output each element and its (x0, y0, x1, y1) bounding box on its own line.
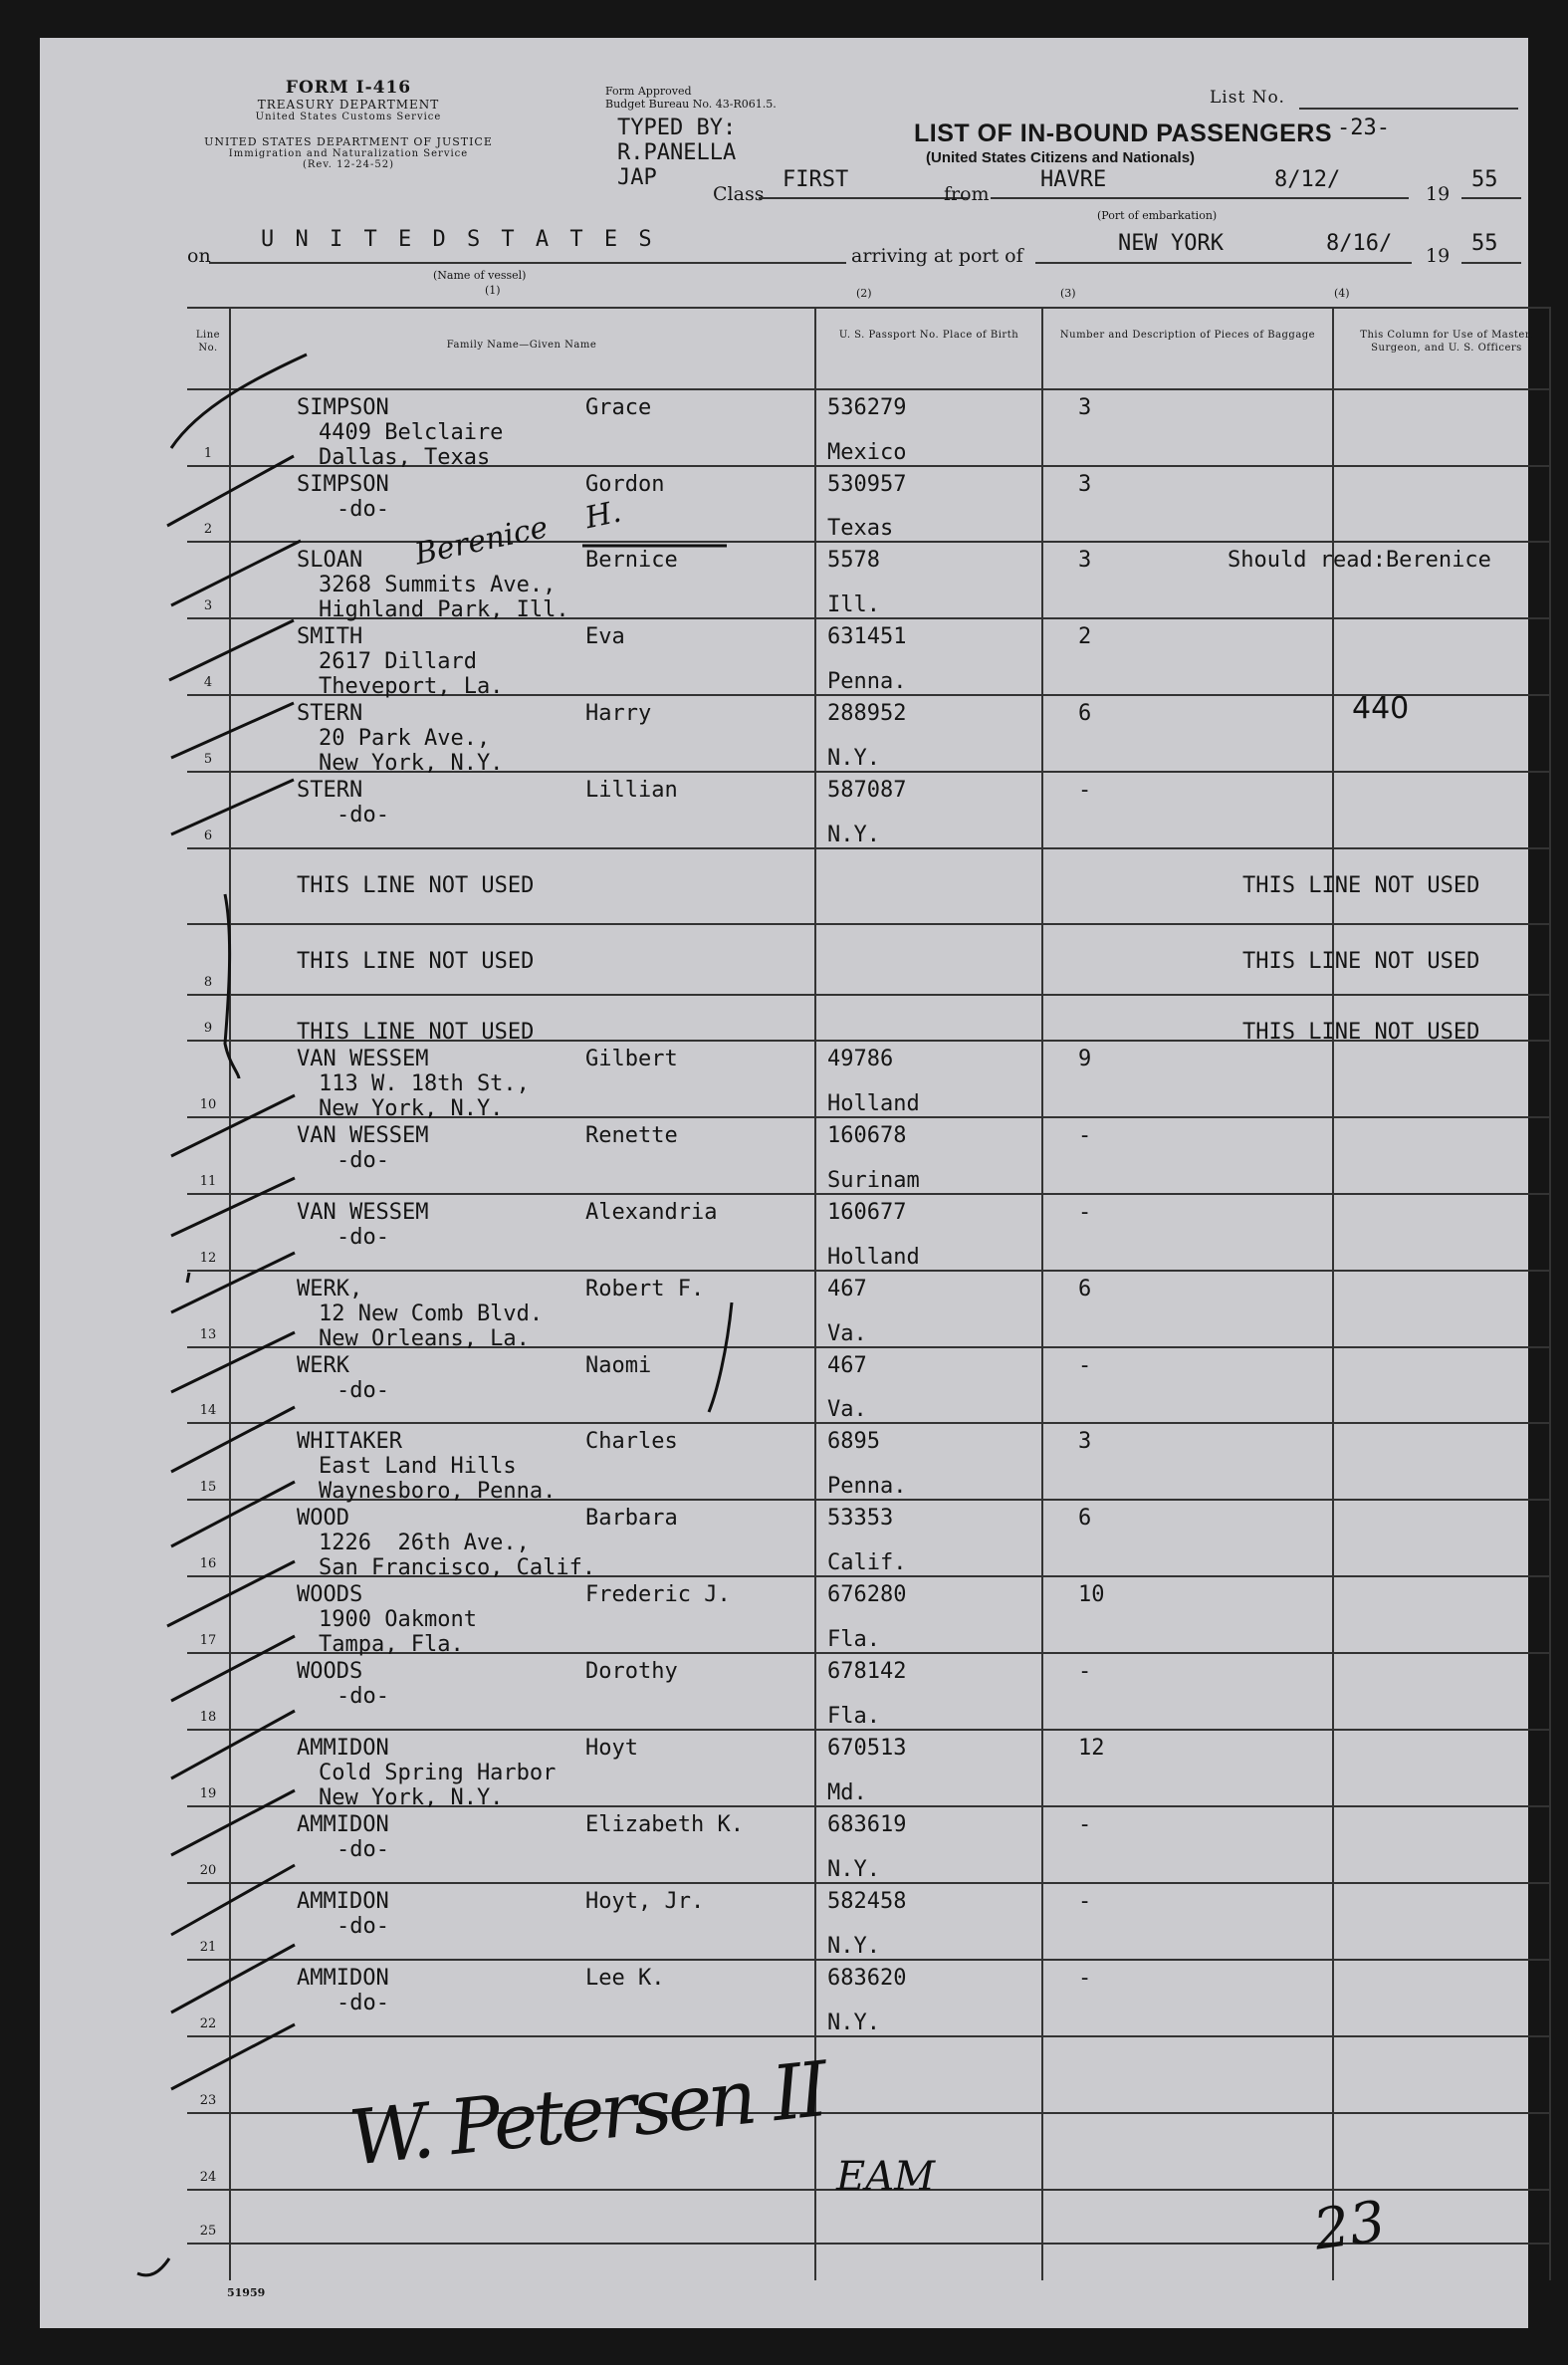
passport-number: 53353 (827, 1506, 894, 1531)
address-line-1: 113 W. 18th St., (319, 1071, 530, 1096)
line-number: 17 (199, 1633, 217, 1648)
officer-remark: Should read:Berenice (1228, 548, 1491, 573)
address-line-1: 4409 Belclaire (319, 420, 504, 445)
line-number: 2 (203, 522, 213, 537)
baggage-count: 6 (1078, 1506, 1092, 1531)
address-line-1: -do- (336, 497, 389, 522)
passport-number: 676280 (827, 1582, 907, 1607)
address-line-1: -do- (336, 803, 389, 828)
place-of-birth: N.Y. (827, 1857, 880, 1882)
family-name: VAN WESSEM (297, 1200, 429, 1225)
passport-number: 288952 (827, 701, 907, 726)
address-line-2: New York, N.Y. (319, 751, 504, 776)
line-number: 8 (203, 975, 213, 990)
given-name: Lee K. (585, 1966, 665, 1991)
class-value: FIRST (783, 167, 849, 192)
line-number: 12 (199, 1251, 217, 1266)
year-2: 55 (1471, 231, 1498, 256)
given-name: Dorothy (585, 1659, 678, 1684)
family-name: THIS LINE NOT USED (297, 1020, 535, 1045)
line-number: 4 (203, 675, 213, 690)
table-row (187, 1195, 1551, 1272)
given-name: Lillian (585, 778, 678, 803)
arriving-label: arriving at port of (851, 245, 1023, 267)
address-line-1: East Land Hills (319, 1454, 517, 1479)
address-line-2: Waynesboro, Penna. (319, 1479, 557, 1504)
baggage-count: 3 (1078, 1429, 1092, 1454)
line-number: 24 (199, 2170, 217, 2185)
place-of-birth: Penna. (827, 1474, 907, 1499)
page-note: 23 (1309, 2189, 1390, 2263)
year-prefix-2: 19 (1426, 245, 1451, 267)
baggage-count: 3 (1078, 548, 1092, 573)
passport-number: 530957 (827, 472, 907, 497)
line-number: 21 (199, 1940, 217, 1955)
given-name: Charles (585, 1429, 678, 1454)
passport-number: 587087 (827, 778, 907, 803)
customs-service: United States Customs Service (255, 112, 442, 122)
budget-bureau: Budget Bureau No. 43-R061.5. (605, 98, 777, 111)
passport-number: 160678 (827, 1123, 907, 1148)
given-name: Gordon (585, 472, 665, 497)
table-row (187, 773, 1551, 849)
baggage-count: - (1078, 1200, 1092, 1225)
family-name: AMMIDON (297, 1736, 389, 1761)
given-name: Hoyt, Jr. (585, 1889, 705, 1914)
table-row (187, 1961, 1551, 2037)
manifest-title: LIST OF IN-BOUND PASSENGERS (914, 119, 1333, 147)
line-number: 9 (203, 1021, 213, 1036)
line-number: 11 (199, 1174, 217, 1189)
family-name: AMMIDON (297, 1889, 389, 1914)
address-line-1: -do- (336, 1991, 389, 2015)
table-row (187, 1501, 1551, 1580)
family-name: WOOD (297, 1506, 349, 1531)
place-of-birth: Penna. (827, 669, 907, 694)
list-no-label: List No. (1210, 88, 1285, 108)
family-name: WOODS (297, 1659, 363, 1684)
line-number: 16 (199, 1556, 217, 1571)
table-row (187, 696, 1551, 776)
place-of-birth: Va. (827, 1397, 867, 1422)
line-number: 6 (203, 828, 213, 843)
family-name: WERK, (297, 1277, 363, 1301)
place-of-birth: N.Y. (827, 746, 880, 771)
passport-number: 49786 (827, 1047, 894, 1071)
place-of-birth: Surinam (827, 1168, 920, 1193)
signature: W. Petersen II (344, 2044, 829, 2183)
line-number: 22 (199, 2016, 217, 2031)
revision-date: (Rev. 12-24-52) (302, 159, 394, 170)
treasury-dept: TREASURY DEPARTMENT (257, 98, 440, 112)
correction-suffix: H. (581, 494, 624, 537)
form-identification (189, 78, 508, 122)
officer-remark: THIS LINE NOT USED (1242, 873, 1480, 898)
header-line-no: Line No. (195, 330, 221, 354)
header-baggage: Number and Description of Pieces of Baggage (1059, 330, 1316, 341)
address-line-1: -do- (336, 1914, 389, 1939)
given-name: Gilbert (585, 1047, 678, 1071)
passport-number: 582458 (827, 1889, 907, 1914)
place-of-birth: Fla. (827, 1627, 880, 1652)
baggage-count: - (1078, 1659, 1092, 1684)
manifest-subtitle: (United States Citizens and Nationals) (926, 149, 1196, 166)
family-name: AMMIDON (297, 1966, 389, 1991)
correction-text: Berenice (411, 510, 552, 573)
line-number: 23 (199, 2093, 217, 2108)
baggage-count: - (1078, 1353, 1092, 1378)
address-line-2: Tampa, Fla. (319, 1632, 464, 1657)
family-name: SMITH (297, 624, 363, 649)
place-of-birth: Holland (827, 1091, 920, 1116)
place-of-birth: Ill. (827, 592, 880, 617)
address-line-1: -do- (336, 1378, 389, 1403)
given-name: Alexandria (585, 1200, 718, 1225)
baggage-count: - (1078, 1889, 1092, 1914)
passport-number: 536279 (827, 395, 907, 420)
address-line-2: Highland Park, Ill. (319, 597, 569, 622)
table-row (187, 1884, 1551, 1961)
place-of-birth: Calif. (827, 1550, 907, 1575)
list-number: -23- (1337, 116, 1390, 140)
address-line-1: -do- (336, 1225, 389, 1250)
table-row (187, 1807, 1551, 1884)
from-label: from (944, 183, 990, 205)
baggage-count: - (1078, 1123, 1092, 1148)
vessel-name: U N I T E D S T A T E S (261, 227, 656, 252)
table-row (187, 1272, 1551, 1351)
typed-initial: JAP (617, 165, 657, 190)
family-name: STERN (297, 701, 363, 726)
col3-number: (3) (1060, 287, 1076, 300)
address-line-2: New York, N.Y. (319, 1096, 504, 1121)
baggage-count: - (1078, 778, 1092, 803)
place-of-birth: Texas (827, 516, 894, 541)
passport-number: 631451 (827, 624, 907, 649)
address-line-1: 2617 Dillard (319, 649, 477, 674)
address-line-2: New York, N.Y. (319, 1785, 504, 1810)
place-of-birth: Mexico (827, 440, 907, 465)
arrival-date: 8/16/ (1326, 231, 1393, 256)
given-name: Renette (585, 1123, 678, 1148)
family-name: VAN WESSEM (297, 1123, 429, 1148)
address-line-1: -do- (336, 1837, 389, 1862)
table-row (187, 996, 1551, 1045)
table-row (187, 1118, 1551, 1195)
given-name: Frederic J. (585, 1582, 731, 1607)
family-name: VAN WESSEM (297, 1047, 429, 1071)
place-of-birth: Md. (827, 1780, 867, 1805)
embarkation-date: 8/12/ (1274, 167, 1341, 192)
family-name: SIMPSON (297, 395, 389, 420)
baggage-count: 3 (1078, 472, 1092, 497)
place-of-birth: Holland (827, 1245, 920, 1270)
table-row (187, 1654, 1551, 1731)
passenger-manifest-sheet (40, 38, 1533, 2328)
line-number: 18 (199, 1710, 217, 1725)
address-line-2: Theveport, La. (319, 674, 504, 699)
line-number: 13 (199, 1327, 217, 1342)
table-row (187, 1577, 1551, 1657)
passport-number: 683619 (827, 1812, 907, 1837)
family-name: WERK (297, 1353, 349, 1378)
address-line-1: -do- (336, 1148, 389, 1173)
given-name: Naomi (585, 1353, 652, 1378)
officer-remark: THIS LINE NOT USED (1242, 1020, 1480, 1045)
table-row (187, 619, 1551, 699)
line-number: 1 (203, 446, 213, 461)
table-row (187, 543, 1551, 622)
col4-number: (4) (1334, 287, 1350, 300)
passport-number: 467 (827, 1353, 867, 1378)
arrival-port: NEW YORK (1118, 231, 1224, 256)
given-name: Bernice (585, 548, 678, 573)
given-name: Harry (585, 701, 652, 726)
place-of-birth: Va. (827, 1321, 867, 1346)
officer-remark: THIS LINE NOT USED (1242, 949, 1480, 974)
typed-by-label: TYPED BY: (617, 116, 737, 140)
justice-block (189, 135, 508, 170)
port-embarkation-label: (Port of embarkation) (1097, 209, 1218, 222)
table-row (187, 1731, 1551, 1810)
baggage-count: 3 (1078, 395, 1092, 420)
passport-number: 678142 (827, 1659, 907, 1684)
passport-number: 467 (827, 1277, 867, 1301)
family-name: THIS LINE NOT USED (297, 873, 535, 898)
header-passport: U. S. Passport No. Place of Birth (838, 330, 1019, 341)
baggage-count: 6 (1078, 701, 1092, 726)
family-name: WOODS (297, 1582, 363, 1607)
passport-number: 683620 (827, 1966, 907, 1991)
address-line-1: Cold Spring Harbor (319, 1761, 557, 1785)
on-label: on (187, 245, 211, 267)
baggage-count: 10 (1078, 1582, 1105, 1607)
table-row (187, 1042, 1551, 1121)
table-row (187, 849, 1551, 925)
given-name: Elizabeth K. (585, 1812, 744, 1837)
family-name: WHITAKER (297, 1429, 402, 1454)
passport-number: 5578 (827, 548, 880, 573)
family-name: SLOAN (297, 548, 363, 573)
line-number: 14 (199, 1403, 217, 1418)
line-number: 3 (203, 598, 213, 613)
header-name: Family Name—Given Name (446, 340, 597, 351)
place-of-birth: Fla. (827, 1704, 880, 1729)
passport-number: 160677 (827, 1200, 907, 1225)
justice-dept: UNITED STATES DEPARTMENT OF JUSTICE (204, 135, 493, 148)
baggage-count: - (1078, 1812, 1092, 1837)
place-of-birth: N.Y. (827, 823, 880, 847)
passport-number: 6895 (827, 1429, 880, 1454)
passport-number: 670513 (827, 1736, 907, 1761)
table-row (187, 390, 1551, 470)
line-number: 5 (203, 752, 213, 767)
family-name: SIMPSON (297, 472, 389, 497)
address-line-2: New Orleans, La. (319, 1326, 530, 1351)
given-name: Barbara (585, 1506, 678, 1531)
header-officers: This Column for Use of Master, Surgeon, and U. S. Officers (1360, 330, 1533, 354)
place-of-birth: N.Y. (827, 2010, 880, 2035)
line-number: 20 (199, 1863, 217, 1878)
address-line-1: 20 Park Ave., (319, 726, 491, 751)
baggage-count: 9 (1078, 1047, 1092, 1071)
given-name: Grace (585, 395, 652, 420)
address-line-1: -do- (336, 1684, 389, 1709)
family-name: STERN (297, 778, 363, 803)
footer-code: 51959 (227, 2286, 266, 2299)
table-row (187, 925, 1551, 996)
typed-by: R.PANELLA (617, 140, 737, 165)
handwritten-count: 440 (1352, 691, 1410, 726)
year-1: 55 (1471, 167, 1498, 192)
col1-number: (1) (485, 284, 501, 297)
baggage-count: 6 (1078, 1277, 1092, 1301)
address-line-1: 3268 Summits Ave., (319, 573, 557, 597)
year-prefix-1: 19 (1426, 183, 1451, 205)
address-line-2: San Francisco, Calif. (319, 1555, 596, 1580)
passenger-table (187, 307, 1551, 2280)
table-row (187, 1424, 1551, 1504)
line-number: 19 (199, 1786, 217, 1801)
line-number: 10 (199, 1097, 217, 1112)
given-name: Hoyt (585, 1736, 638, 1761)
baggage-count: 2 (1078, 624, 1092, 649)
address-line-1: 1226 26th Ave., (319, 1531, 530, 1555)
address-line-2: Dallas, Texas (319, 445, 491, 470)
form-approved: Form Approved (605, 85, 692, 98)
address-line-1: 12 New Comb Blvd. (319, 1301, 544, 1326)
family-name: AMMIDON (297, 1812, 389, 1837)
baggage-count: 12 (1078, 1736, 1105, 1761)
given-name: Robert F. (585, 1277, 705, 1301)
vessel-label: (Name of vessel) (433, 269, 527, 282)
table-row (187, 1348, 1551, 1424)
ins-service: Immigration and Naturalization Service (228, 148, 469, 159)
place-of-birth: N.Y. (827, 1934, 880, 1959)
given-name: Eva (585, 624, 625, 649)
embarkation-port: HAVRE (1040, 167, 1107, 192)
signature-initials: EAM (836, 2154, 936, 2200)
form-number: FORM I-416 (285, 78, 412, 98)
col2-number: (2) (856, 287, 872, 300)
address-line-1: 1900 Oakmont (319, 1607, 477, 1632)
family-name: THIS LINE NOT USED (297, 949, 535, 974)
table-row (187, 467, 1551, 543)
line-number: 25 (199, 2224, 217, 2239)
baggage-count: - (1078, 1966, 1092, 1991)
line-number: 15 (199, 1480, 217, 1495)
class-label: Class (713, 183, 765, 205)
